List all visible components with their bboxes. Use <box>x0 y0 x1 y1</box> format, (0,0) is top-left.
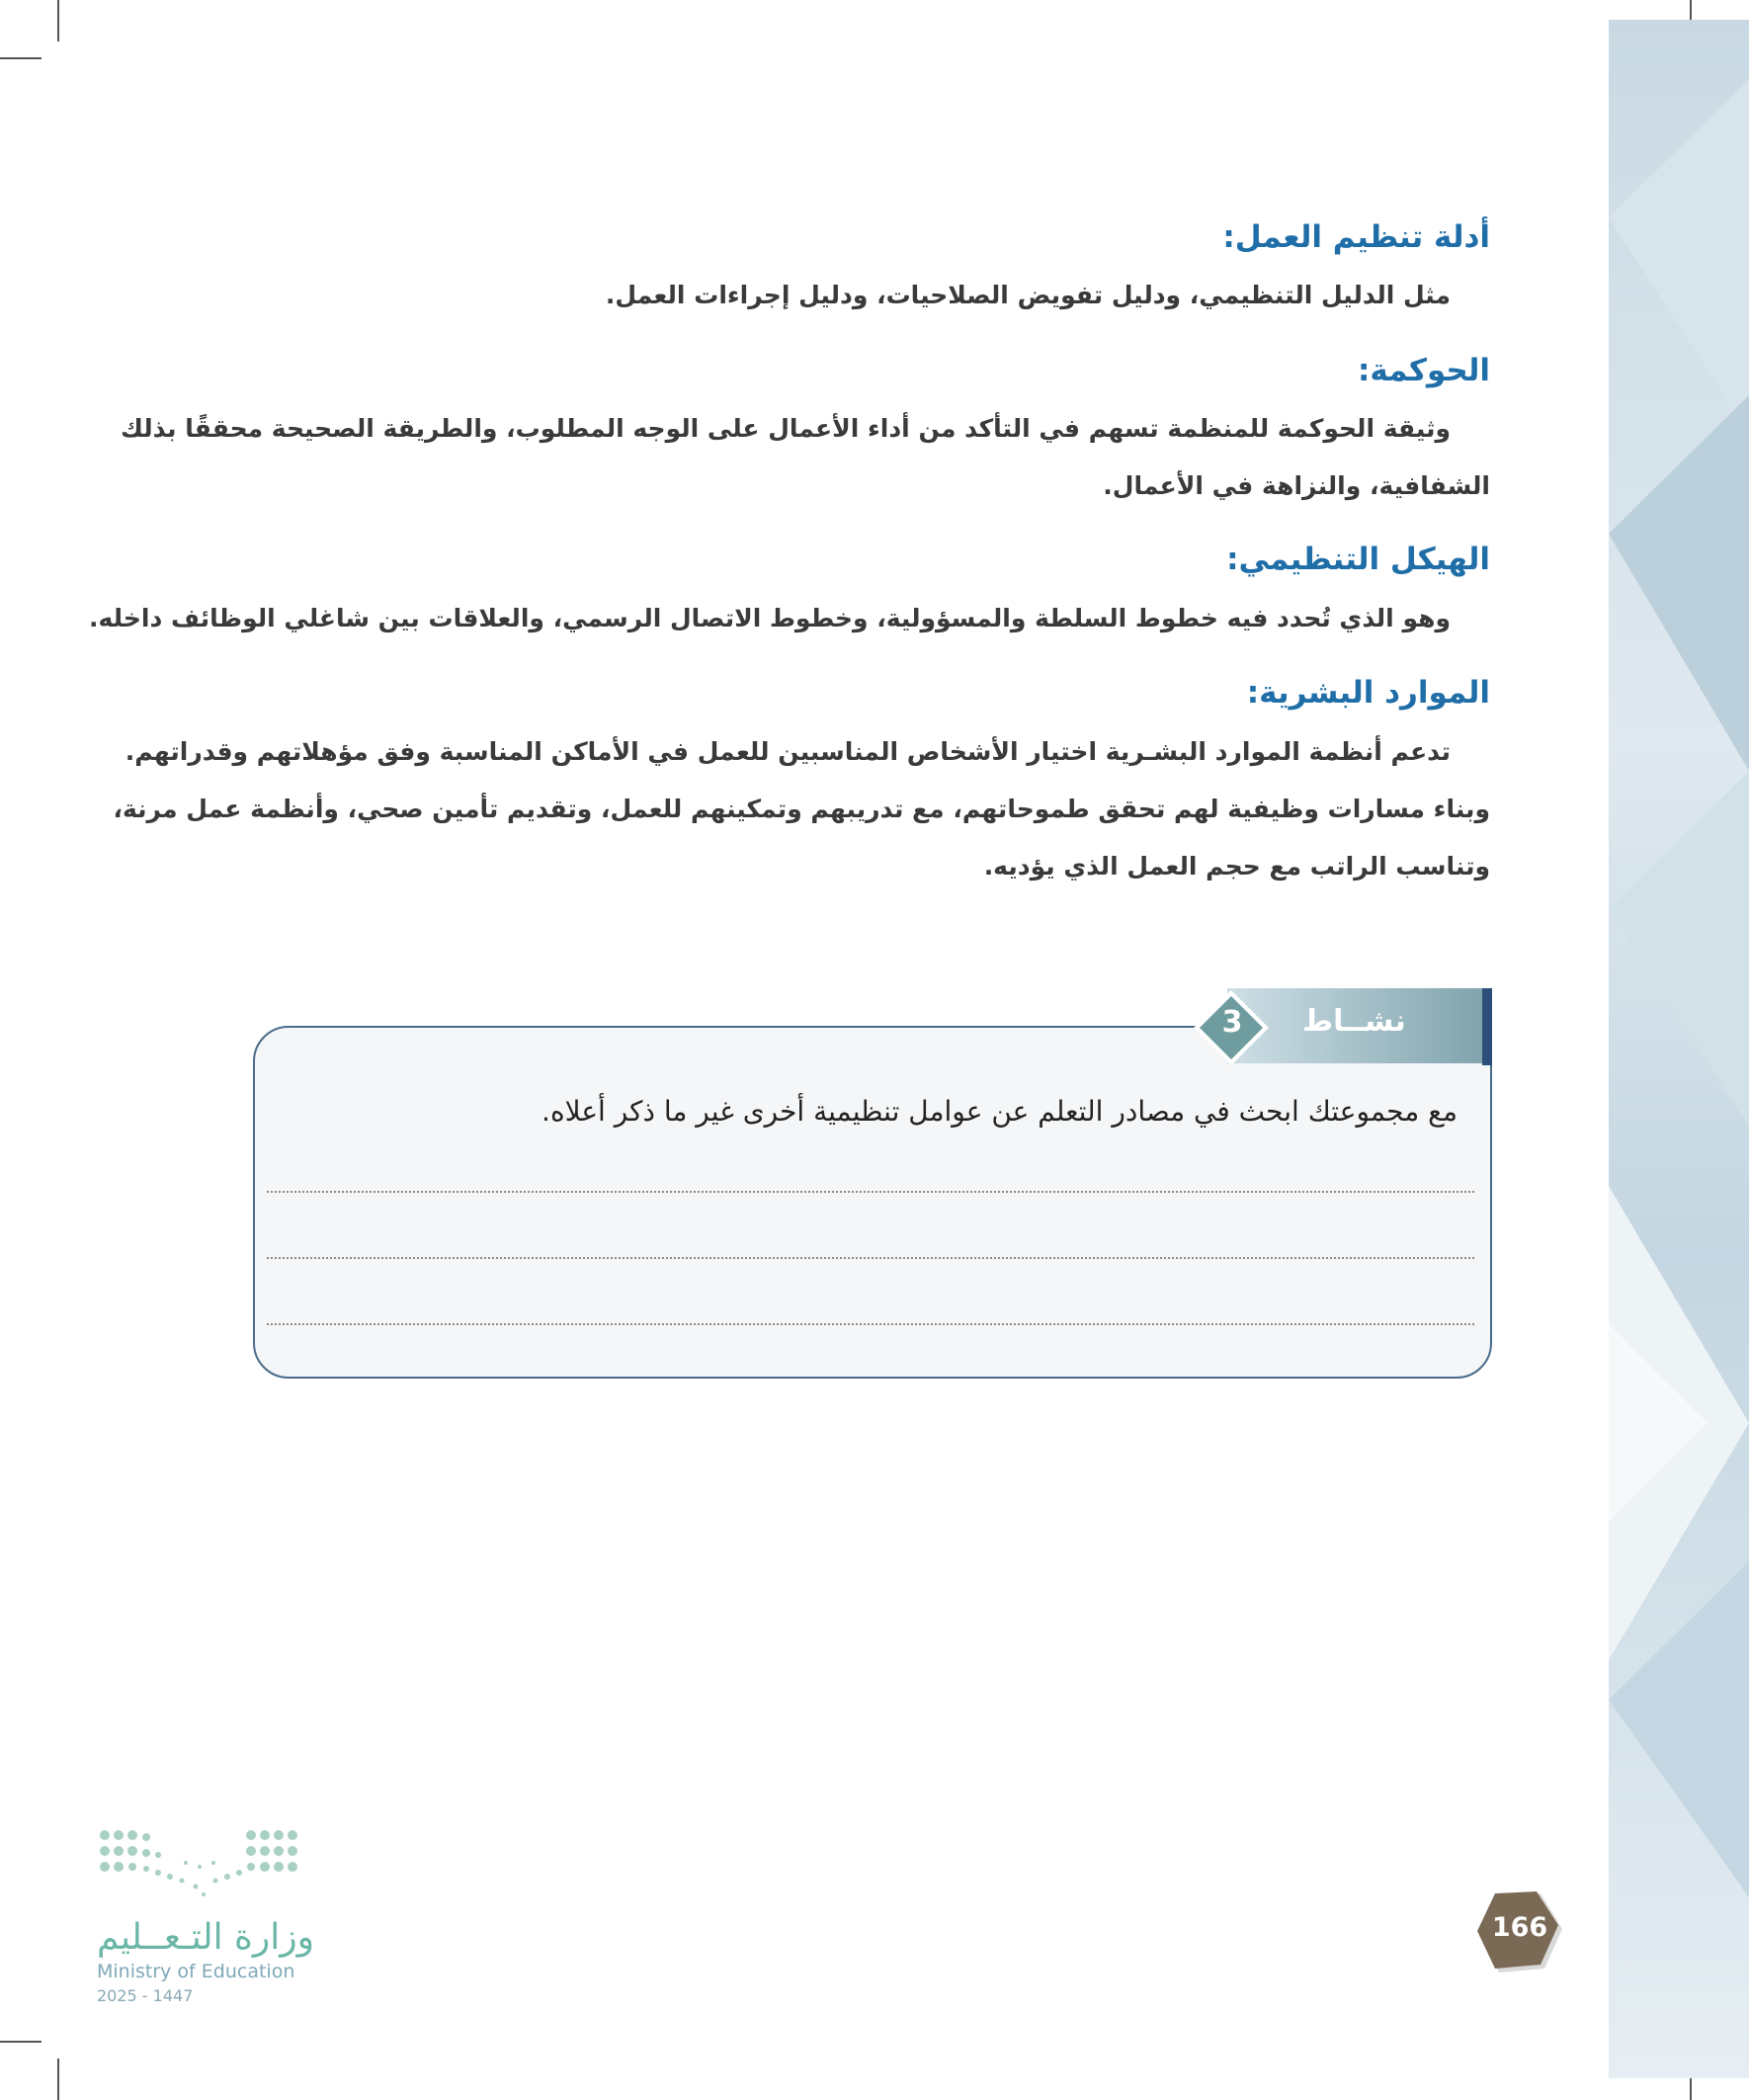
paragraph-line: وثيقة الحوكمة للمنظمة تسهم في التأكد من أداء الأعمال على الوجه المطلوب، والطريقة الصحيحة محققًا بذلك <box>121 414 1451 443</box>
paragraph-line: وهو الذي تُحدد فيه خطوط السلطة والمسؤولية، وخطوط الاتصال الرسمي، والعلاقات بين شاغلي الوظائف داخله. <box>89 604 1451 632</box>
section-paragraph <box>113 723 1490 895</box>
section-paragraph <box>252 267 1490 324</box>
activity-label: نشــاط <box>1302 1004 1406 1039</box>
section-paragraph <box>121 400 1490 515</box>
decorative-side-band <box>1609 20 1749 2078</box>
section-paragraph <box>89 590 1490 647</box>
logo-arabic-text: وزارة التـعــليم <box>97 1917 315 1958</box>
crop-mark <box>57 2058 59 2100</box>
answer-line[interactable] <box>267 1323 1474 1325</box>
activity-tab-edge <box>1482 988 1492 1065</box>
crop-mark <box>0 2041 42 2043</box>
paragraph-line: تدعم أنظمة الموارد البشـرية اختيار الأشخاص المناسبين للعمل في الأماكن المناسبة وفق مؤهلاتهم وقدراتهم. <box>125 737 1451 766</box>
logo-year: 2025 - 1447 <box>97 1986 194 2005</box>
activity-box <box>253 1026 1492 1379</box>
activity-prompt: مع مجموعتك ابحث في مصادر التعلم عن عوامل تنظيمية أخرى غير ما ذكر أعلاه. <box>541 1095 1458 1128</box>
crop-mark <box>57 0 59 42</box>
ministry-logo-icon <box>97 1823 309 1907</box>
page-number: 166 <box>1491 1912 1548 1943</box>
activity-number: 3 <box>1221 1005 1243 1040</box>
section-heading: الموارد البشرية: <box>1246 675 1490 711</box>
answer-line[interactable] <box>267 1257 1474 1259</box>
paragraph-line: وتناسب الراتب مع حجم العمل الذي يؤديه. <box>983 852 1490 881</box>
section-heading: الهيكل التنظيمي: <box>1226 542 1490 577</box>
paragraph-line: وبناء مسارات وظيفية لهم تحقق طموحاتهم، مع تدريبهم وتمكينهم للعمل، وتقديم تأمين صحي، وأنظمة عمل مرنة، <box>113 795 1490 823</box>
paragraph-line: الشفافية، والنزاهة في الأعمال. <box>1103 471 1490 500</box>
paragraph-line: مثل الدليل التنظيمي، ودليل تفويض الصلاحيات، ودليل إجراءات العمل. <box>605 281 1451 309</box>
logo-english-text: Ministry of Education <box>97 1961 295 1982</box>
section-heading: أدلة تنظيم العمل: <box>1222 219 1490 255</box>
crop-mark <box>0 57 42 59</box>
answer-line[interactable] <box>267 1191 1474 1193</box>
section-heading: الحوكمة: <box>1357 353 1490 388</box>
